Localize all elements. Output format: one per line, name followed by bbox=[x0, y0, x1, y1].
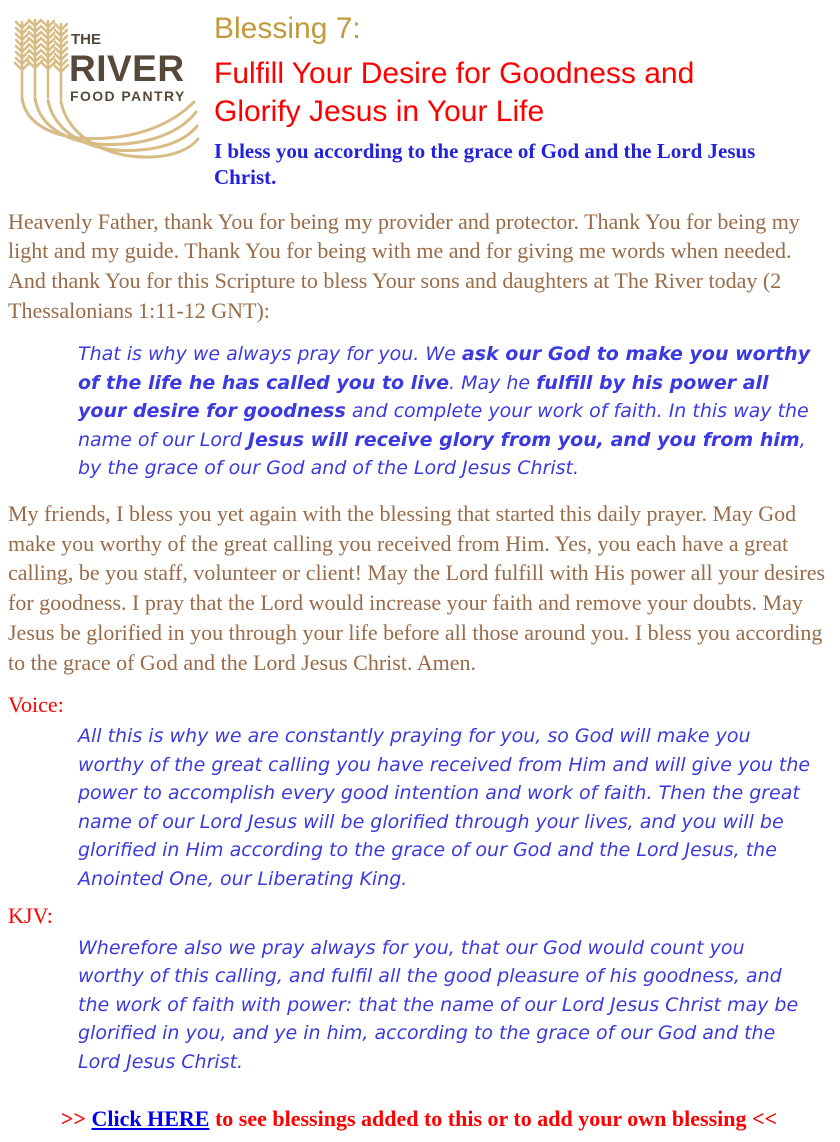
footer-suffix: << bbox=[752, 1106, 778, 1132]
quote-segment-bold: fulfill by his power all your desire for goodness bbox=[78, 371, 769, 423]
quote-segment-bold: Jesus will receive glory from you, and you from him bbox=[247, 428, 800, 451]
flowing-river-lines bbox=[22, 98, 198, 157]
blessing-title-line-2: Glorify Jesus in Your Life bbox=[214, 94, 545, 128]
quote-segment-bold: ask our God to make you worthy of the life he has called you to live bbox=[78, 343, 811, 394]
river-food-pantry-logo bbox=[8, 8, 200, 162]
scripture-quote-voice: All this is why we are constantly praying for you, so God will make you worthy of the great calling you have received from Him and will give you the power to accomplish every good intention and work of faith. Then the great name of our Lord Jesus will be glorified through your lives, and you will be glorified in Him according to the grace of our God and the Lord Jesus, the Anointed One, our Liberating King. bbox=[78, 725, 811, 890]
footer-prefix: >> bbox=[60, 1106, 92, 1132]
footer-text: to see blessings added to this or to add your own blessing bbox=[209, 1106, 753, 1132]
blessing-number-heading: Blessing 7: bbox=[214, 12, 361, 45]
prayer-paragraph-1: Heavenly Father, thank You for being my provider and protector. Thank You for being my light and my guide. Thank You for being with me and for giving me words when needed. And thank You for this Scripture to bless Your sons and daughters at The River today (2 Thessalonians 1:11-12 GNT): bbox=[8, 208, 800, 324]
title-block bbox=[214, 8, 814, 191]
wheat-stalks-icon bbox=[15, 20, 68, 100]
scripture-quote-gnt bbox=[78, 340, 814, 483]
quote-segment: . May he bbox=[448, 371, 537, 394]
logo-text-river: RIVER bbox=[69, 48, 185, 89]
logo-text-food-pantry: FOOD PANTRY bbox=[70, 88, 186, 104]
quote-segment: That is why we always pray for you. We bbox=[78, 343, 462, 366]
blessing-subtitle: I bless you according to the grace of God and the Lord Jesus Christ. bbox=[214, 139, 756, 190]
click-here-link[interactable]: Click HERE bbox=[91, 1106, 210, 1132]
logo-text-the: THE bbox=[71, 31, 101, 48]
footer-call-to-action bbox=[8, 1106, 830, 1132]
page-header bbox=[8, 8, 830, 191]
quote-segment: and complete your work of faith. In this way the name of our Lord bbox=[78, 400, 809, 451]
blessing-title-line-1: Fulfill Your Desire for Goodness and bbox=[214, 57, 695, 90]
quote-segment: , by the grace of our God and of the Lord Jesus Christ. bbox=[78, 428, 806, 480]
blessing-title-heading bbox=[214, 55, 814, 130]
scripture-quote-kjv: Wherefore also we pray always for you, that our God would count you worthy of this calling, and fulfil all the good pleasure of his goodness, and the work of faith with power: that the name of our Lord Jesus Christ may be glorified in you, and ye in him, according to the grace of our God and the Lord Jesus Christ. bbox=[78, 936, 799, 1073]
version-label-kjv: KJV: bbox=[8, 903, 53, 929]
prayer-paragraph-2: My friends, I bless you yet again with the blessing that started this daily prayer. May God make you worthy of the great calling you received from Him. Yes, you each have a great calling, be you staff, volunteer or client! May the Lord fulfill with His power all your desires for goodness. I pray that the Lord would increase your faith and remove your doubts. May Jesus be glorified in you through your life before all those around you. I bless you according to the grace of God and the Lord Jesus Christ. Amen. bbox=[8, 500, 826, 676]
version-label-voice: Voice: bbox=[8, 692, 64, 718]
